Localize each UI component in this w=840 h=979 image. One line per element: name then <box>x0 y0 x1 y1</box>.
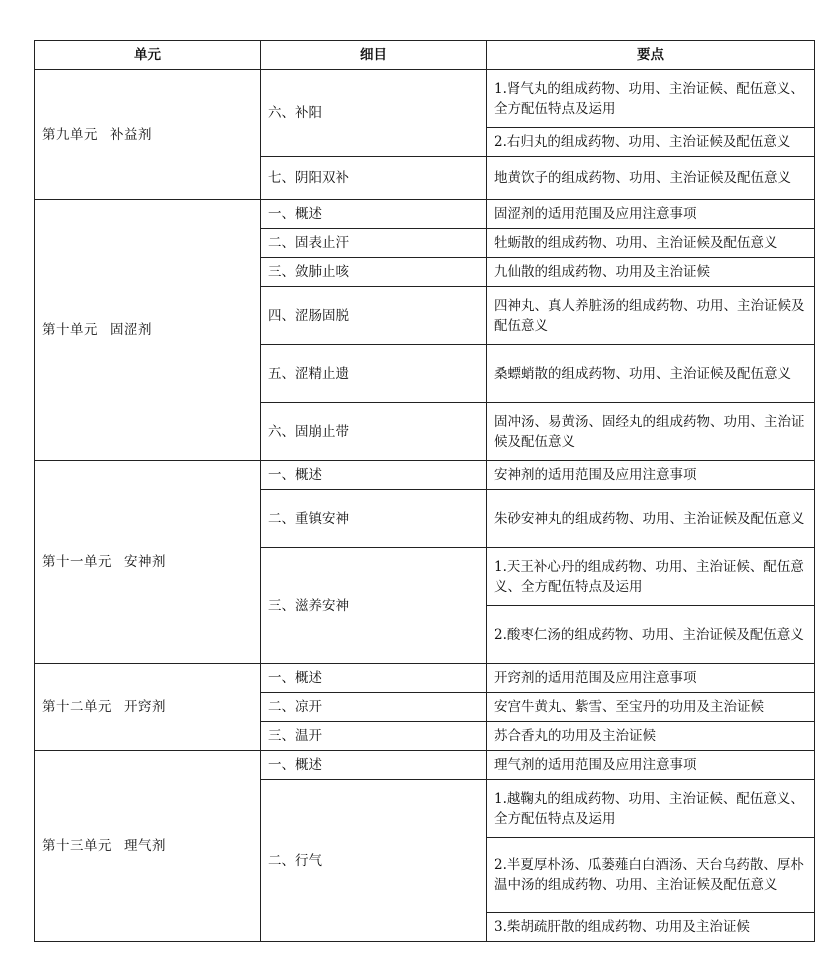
point-cell: 2.酸枣仁汤的组成药物、功用、主治证候及配伍意义 <box>487 606 815 664</box>
item-cell: 一、概述 <box>261 664 487 693</box>
point-cell: 开窍剂的适用范围及应用注意事项 <box>487 664 815 693</box>
point-cell: 朱砂安神丸的组成药物、功用、主治证候及配伍意义 <box>487 490 815 548</box>
item-cell: 七、阴阳双补 <box>261 157 487 200</box>
table-row <box>35 751 815 780</box>
unit-cell <box>35 751 261 942</box>
point-cell: 3.柴胡疏肝散的组成药物、功用及主治证候 <box>487 913 815 942</box>
point-cell: 2.半夏厚朴汤、瓜蒌薤白白酒汤、天台乌药散、厚朴温中汤的组成药物、功用、主治证候及配伍意义 <box>487 838 815 913</box>
point-cell: 苏合香丸的功用及主治证候 <box>487 722 815 751</box>
unit-name: 固涩剂 <box>110 322 152 338</box>
point-cell: 九仙散的组成药物、功用及主治证候 <box>487 258 815 287</box>
point-cell: 地黄饮子的组成药物、功用、主治证候及配伍意义 <box>487 157 815 200</box>
unit-cell <box>35 200 261 461</box>
table-row <box>35 461 815 490</box>
header-points: 要点 <box>487 41 815 70</box>
item-cell: 二、行气 <box>261 780 487 942</box>
point-cell: 安神剂的适用范围及应用注意事项 <box>487 461 815 490</box>
point-cell: 桑螵蛸散的组成药物、功用、主治证候及配伍意义 <box>487 345 815 403</box>
header-item: 细目 <box>261 41 487 70</box>
point-cell: 2.右归丸的组成药物、功用、主治证候及配伍意义 <box>487 128 815 157</box>
item-cell: 二、凉开 <box>261 693 487 722</box>
item-cell: 三、滋养安神 <box>261 548 487 664</box>
item-cell: 三、温开 <box>261 722 487 751</box>
point-cell: 安宫牛黄丸、紫雪、至宝丹的功用及主治证候 <box>487 693 815 722</box>
point-cell: 固冲汤、易黄汤、固经丸的组成药物、功用、主治证候及配伍意义 <box>487 403 815 461</box>
point-cell: 1.越鞠丸的组成药物、功用、主治证候、配伍意义、全方配伍特点及运用 <box>487 780 815 838</box>
unit-cell <box>35 461 261 664</box>
item-cell: 六、固崩止带 <box>261 403 487 461</box>
unit-label: 第九单元 <box>42 126 98 143</box>
item-cell: 二、重镇安神 <box>261 490 487 548</box>
item-cell: 一、概述 <box>261 751 487 780</box>
table-row <box>35 664 815 693</box>
point-cell: 固涩剂的适用范围及应用注意事项 <box>487 200 815 229</box>
item-cell: 一、概述 <box>261 461 487 490</box>
unit-label: 第十二单元 <box>42 699 112 715</box>
unit-label: 第十三单元 <box>42 838 112 854</box>
item-cell: 三、敛肺止咳 <box>261 258 487 287</box>
unit-name: 开窍剂 <box>124 699 166 715</box>
point-cell: 1.肾气丸的组成药物、功用、主治证候、配伍意义、全方配伍特点及运用 <box>487 70 815 128</box>
unit-cell <box>35 664 261 751</box>
table-header-row <box>35 41 815 70</box>
item-cell: 六、补阳 <box>261 70 487 157</box>
item-cell: 四、涩肠固脱 <box>261 287 487 345</box>
unit-cell <box>35 70 261 200</box>
table-row <box>35 200 815 229</box>
table-row <box>35 70 815 128</box>
item-cell: 一、概述 <box>261 200 487 229</box>
unit-label: 第十一单元 <box>42 554 112 570</box>
unit-name: 理气剂 <box>124 838 166 854</box>
point-cell: 理气剂的适用范围及应用注意事项 <box>487 751 815 780</box>
point-cell: 四神丸、真人养脏汤的组成药物、功用、主治证候及配伍意义 <box>487 287 815 345</box>
point-cell: 1.天王补心丹的组成药物、功用、主治证候、配伍意义、全方配伍特点及运用 <box>487 548 815 606</box>
unit-name: 安神剂 <box>124 554 166 570</box>
header-unit: 单元 <box>35 41 261 70</box>
unit-name: 补益剂 <box>110 126 152 143</box>
item-cell: 二、固表止汗 <box>261 229 487 258</box>
point-cell: 牡蛎散的组成药物、功用、主治证候及配伍意义 <box>487 229 815 258</box>
unit-label: 第十单元 <box>42 322 98 338</box>
item-cell: 五、涩精止遗 <box>261 345 487 403</box>
syllabus-table <box>34 40 815 942</box>
